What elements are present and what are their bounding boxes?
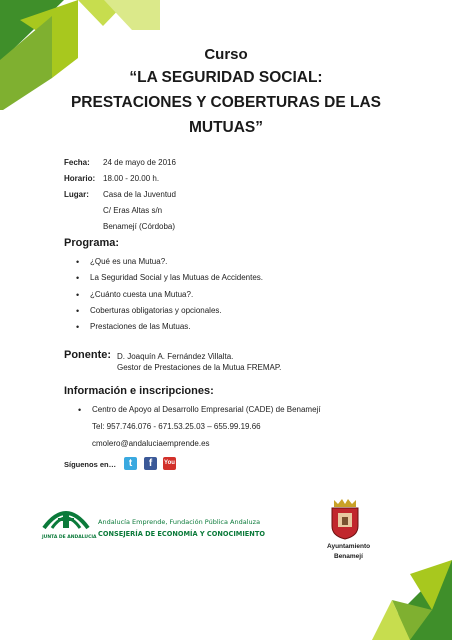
list-item: • Prestaciones de las Mutuas. [76,319,263,335]
ayuntamiento-crest-icon [330,498,360,540]
list-item: • ¿Cuánto cuesta una Mutua?. [76,287,263,303]
junta-andalucia-logo-icon [40,502,92,534]
ayuntamiento-line-2: Benamejí [334,553,363,560]
ayuntamiento-line-1: Ayuntamiento [327,543,371,550]
twitter-icon[interactable]: t [124,457,137,470]
info-center: Centro de Apoyo al Desarrollo Empresarial (CADE) de Benamejí [92,405,321,414]
social-label: Síguenos en… [64,460,117,469]
title-line-course: Curso [204,46,248,63]
title-line-4: MUTUAS” [188,119,264,136]
youtube-icon[interactable]: You [163,457,176,470]
fecha-value: 24 de mayo de 2016 [103,158,176,167]
programa-list [76,254,263,335]
org-line-1: Andalucía Emprende, Fundación Pública Andaluza [98,518,261,526]
ponente-name: D. Joaquín A. Fernández Villalta. [117,352,234,361]
info-email-link[interactable]: cmolero@andaluciaemprende.es [92,439,210,448]
fecha-label: Fecha: [64,158,90,167]
lugar-label: Lugar: [64,190,89,199]
info-heading: Información e inscripciones: [64,385,214,397]
lugar-line-1: Casa de la Juventud [103,190,176,199]
programa-heading: Programa: [64,237,120,249]
facebook-icon[interactable]: f [144,457,157,470]
list-item: • Coberturas obligatorias y opcionales. [76,303,263,319]
org-line-2: CONSEJERÍA DE ECONOMÍA Y CONOCIMIENTO [98,530,265,538]
horario-value: 18.00 - 20.00 h. [103,174,160,183]
ponente-label: Ponente: [64,349,112,361]
title-line-3: PRESTACIONES Y COBERTURAS DE LAS [70,94,382,111]
lugar-line-3: Benamejí (Córdoba) [103,222,176,231]
info-bullet: • [78,405,82,415]
list-item: • La Seguridad Social y las Mutuas de Accidentes. [76,270,263,286]
title-line-2: “LA SEGURIDAD SOCIAL: [129,69,323,86]
list-item: • ¿Qué es una Mutua?. [76,254,263,270]
ponente-role: Gestor de Prestaciones de la Mutua FREMAP. [117,363,282,372]
decorative-triangles-bottom [362,560,452,640]
horario-label: Horario: [64,174,96,183]
junta-label: JUNTA DE ANDALUCIA [42,535,97,540]
page-title [40,46,412,139]
lugar-line-2: C/ Eras Altas s/n [103,206,163,215]
info-phone: Tel: 957.746.076 - 671.53.25.03 – 655.99.19.66 [92,422,261,431]
